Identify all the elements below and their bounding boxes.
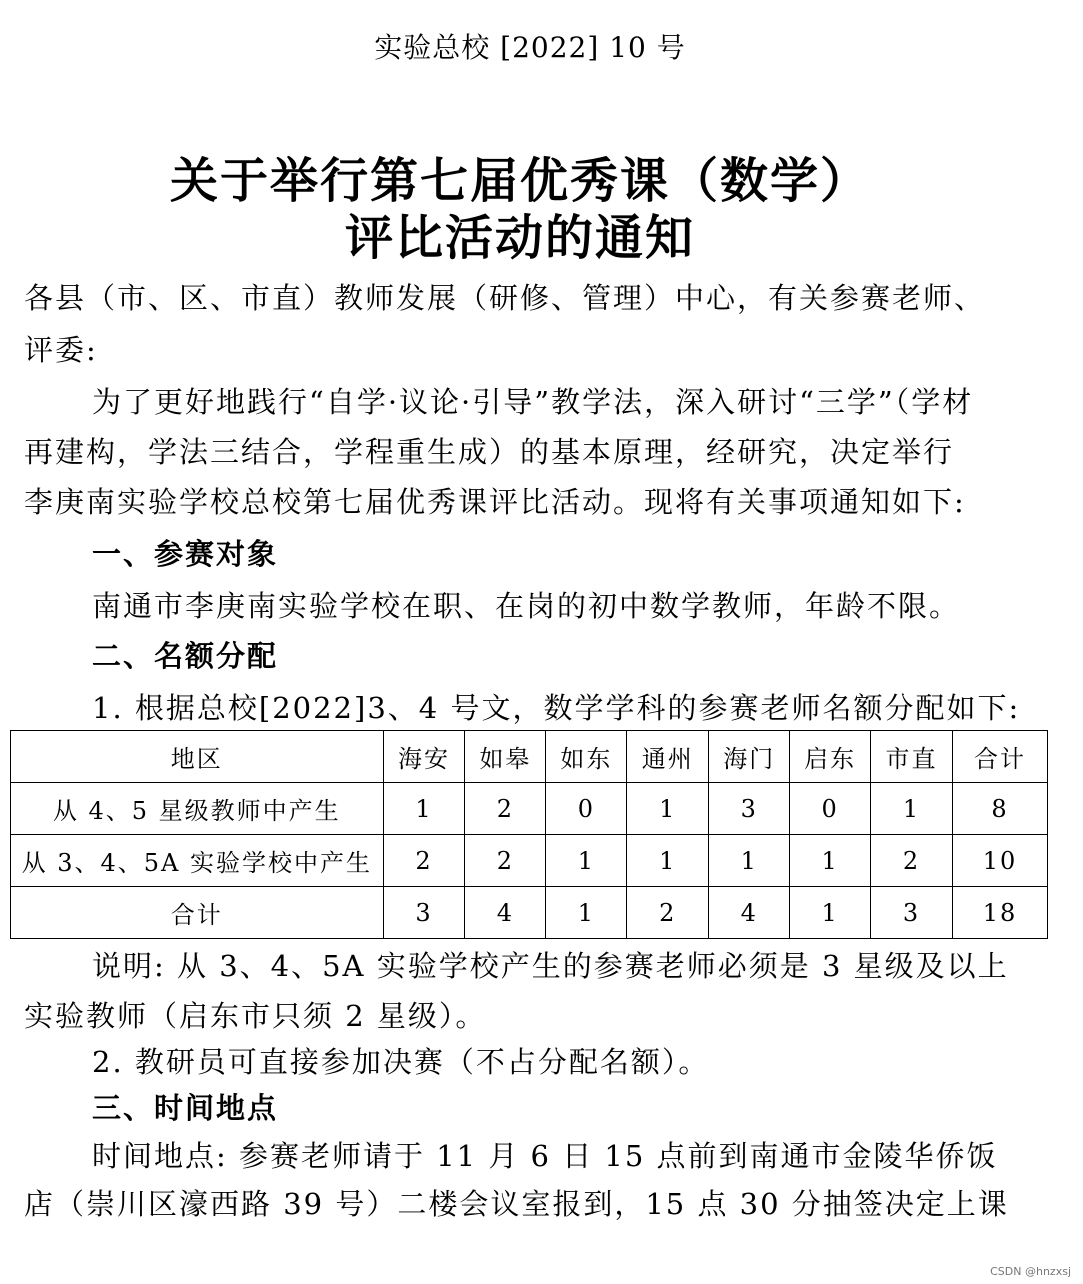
document-title-line-1: 关于举行第七届优秀课（数学） [169,153,870,209]
section-2-heading: 二、名额分配 [92,639,279,673]
table-cell: 2 [627,887,709,939]
table-cell: 1 [627,835,709,887]
table-cell: 2 [871,835,953,887]
table-cell: 1 [790,835,871,887]
table-row [11,835,1048,887]
table-cell: 3 [871,887,953,939]
watermark: CSDN @hnzxsj [990,1265,1071,1278]
note-line-2: 实验教师（启东市只须 2 星级）。 [24,999,487,1033]
table-cell: 2 [465,835,546,887]
section-2-item-1: 1. 根据总校[2022]3、4 号文，数学学科的参赛老师名额分配如下: [92,691,1021,725]
section-1-text: 南通市李庚南实验学校在职、在岗的初中数学教师，年龄不限。 [92,589,961,623]
table-cell: 10 [953,835,1048,887]
section-2-item-2: 2. 教研员可直接参加决赛（不占分配名额）。 [92,1045,710,1079]
section-1-heading: 一、参赛对象 [92,537,279,571]
table-header-cell: 市直 [871,731,953,783]
table-cell: 4 [709,887,790,939]
intro-line-3: 李庚南实验学校总校第七届优秀课评比活动。现将有关事项通知如下: [24,485,966,519]
table-header-cell: 通州 [627,731,709,783]
table-cell: 合计 [11,887,384,939]
table-cell: 1 [546,887,627,939]
salutation-line-1: 各县（市、区、市直）教师发展（研修、管理）中心，有关参赛老师、 [24,281,986,315]
table-cell: 8 [953,783,1048,835]
table-total-row [11,887,1048,939]
table-cell: 1 [709,835,790,887]
document-number: 实验总校 [2022] 10 号 [374,31,686,64]
table-header-cell: 海安 [383,731,465,783]
section-3-line-1: 时间地点: 参赛老师请于 11 月 6 日 15 点前到南通市金陵华侨饭 [92,1139,998,1173]
table-header-cell: 启东 [790,731,871,783]
table-cell: 1 [871,783,953,835]
table-cell: 1 [627,783,709,835]
table-header-cell: 地区 [11,731,384,783]
note-line-1: 说明: 从 3、4、5A 实验学校产生的参赛老师必须是 3 星级及以上 [92,949,1009,983]
table-cell: 1 [383,783,465,835]
table-header-cell: 如东 [546,731,627,783]
quota-table-header-row [11,731,1048,783]
table-cell: 2 [383,835,465,887]
table-cell: 0 [790,783,871,835]
table-cell: 3 [709,783,790,835]
table-header-cell: 如皋 [465,731,546,783]
quota-table [10,730,1048,939]
table-header-cell: 合计 [953,731,1048,783]
document-title-line-2: 评比活动的通知 [344,210,695,266]
table-header-cell: 海门 [709,731,790,783]
table-row [11,783,1048,835]
intro-line-2: 再建构，学法三结合，学程重生成）的基本原理，经研究，决定举行 [24,435,955,469]
salutation-line-2: 评委: [24,333,98,367]
table-cell: 18 [953,887,1048,939]
section-3-heading: 三、时间地点 [92,1091,279,1125]
table-cell: 3 [383,887,465,939]
table-cell: 1 [790,887,871,939]
section-3-line-2: 店（崇川区濠西路 39 号）二楼会议室报到，15 点 30 分抽签决定上课 [24,1187,1009,1221]
table-cell: 4 [465,887,546,939]
table-cell: 从 4、5 星级教师中产生 [11,783,384,835]
table-cell: 0 [546,783,627,835]
table-cell: 1 [546,835,627,887]
intro-line-1: 为了更好地践行“自学·议论·引导”教学法，深入研讨“三学”（学材 [92,385,974,419]
table-cell: 从 3、4、5A 实验学校中产生 [11,835,384,887]
table-cell: 2 [465,783,546,835]
